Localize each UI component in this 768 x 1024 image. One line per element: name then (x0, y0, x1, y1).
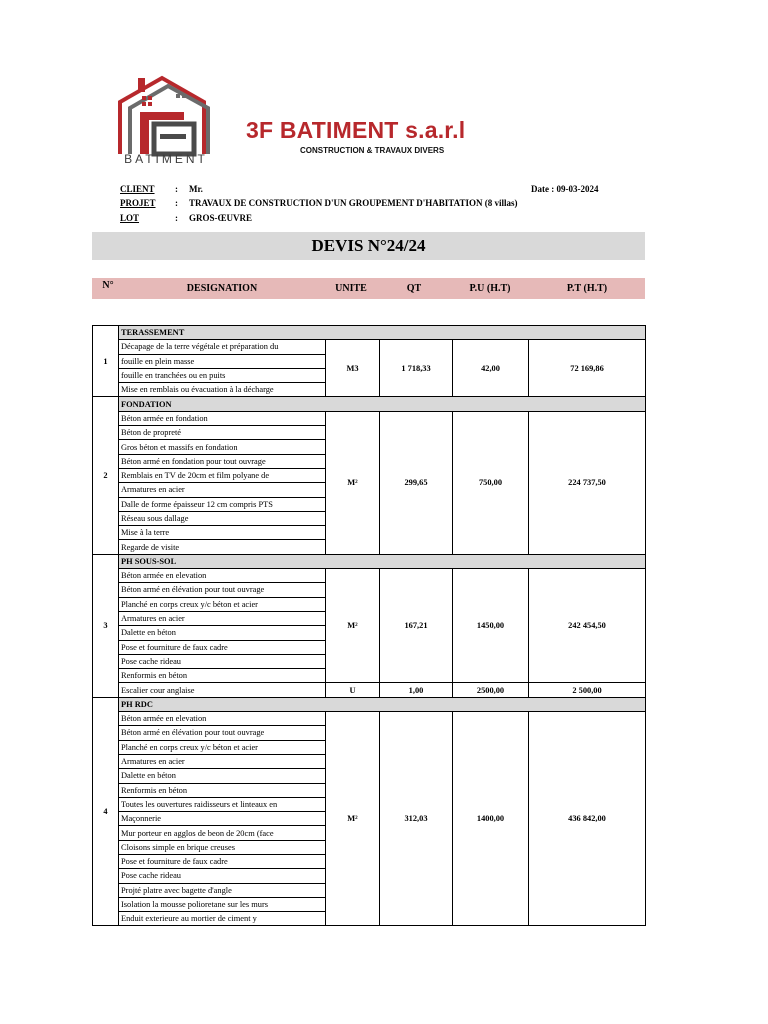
item-designation: Mise en remblais ou évacuation à la décharge (119, 383, 326, 397)
header-unite: UNITE (335, 283, 367, 294)
item-designation: Planché en corps creux y/c béton et acier (119, 597, 326, 611)
item-pt: 436 842,00 (529, 712, 646, 926)
header-num: N° (102, 280, 114, 291)
lot-row (120, 213, 139, 223)
item-designation: Isolation la mousse polioretane sur les murs (119, 897, 326, 911)
item-unite: M3 (326, 340, 380, 397)
item-designation: Toutes les ouvertures raidisseurs et linteaux en (119, 797, 326, 811)
header-designation: DESIGNATION (186, 283, 258, 294)
item-designation: Regarde de visite (119, 540, 326, 554)
item-designation: Armatures en acier (119, 754, 326, 768)
item-pu: 750,00 (453, 411, 529, 554)
client-value: Mr. (189, 184, 203, 194)
devis-table-body (93, 326, 646, 926)
item-pu: 2500,00 (453, 683, 529, 697)
devis-title: DEVIS N°24/24 (311, 236, 426, 255)
devis-title-band (92, 232, 645, 260)
lot-separator: : (175, 213, 178, 223)
item-designation: Pose cache rideau (119, 654, 326, 668)
item-designation: Dalette en béton (119, 769, 326, 783)
item-designation: Béton de propreté (119, 426, 326, 440)
item-pt: 72 169,86 (529, 340, 646, 397)
item-designation: Projté platre avec bagette d'angle (119, 883, 326, 897)
item-unite: M² (326, 411, 380, 554)
item-designation: Renformis en béton (119, 669, 326, 683)
section-title: PH SOUS-SOL (119, 554, 646, 568)
section-header-row (93, 326, 646, 340)
section-header-row (93, 697, 646, 711)
item-designation: Béton armé en élévation pour tout ouvrage (119, 583, 326, 597)
item-designation: Béton armé en élévation pour tout ouvrage (119, 726, 326, 740)
item-designation: Maçonnerie (119, 812, 326, 826)
projet-label: PROJET (120, 198, 156, 208)
item-designation: Béton armée en elevation (119, 569, 326, 583)
item-designation: Béton armé en fondation pour tout ouvrage (119, 454, 326, 468)
header-pu: P.U (H.T) (469, 283, 511, 294)
client-separator: : (175, 184, 178, 194)
table-header (92, 278, 645, 299)
item-designation: Pose cache rideau (119, 869, 326, 883)
item-designation: Escalier cour anglaise (119, 683, 326, 697)
item-designation: Renformis en béton (119, 783, 326, 797)
item-pu: 1450,00 (453, 569, 529, 683)
item-qt: 312,03 (380, 712, 453, 926)
section-number: 3 (93, 554, 119, 697)
logo-caption: BATIMENT (124, 152, 208, 166)
section-title: TERASSEMENT (119, 326, 646, 340)
item-designation: Pose et fourniture de faux cadre (119, 640, 326, 654)
item-qt: 1 718,33 (380, 340, 453, 397)
devis-table (92, 325, 646, 926)
item-pu: 42,00 (453, 340, 529, 397)
item-designation: Béton armée en elevation (119, 712, 326, 726)
item-designation: Pose et fourniture de faux cadre (119, 854, 326, 868)
item-designation: Mise à la terre (119, 526, 326, 540)
item-pu: 1400,00 (453, 712, 529, 926)
table-row (93, 569, 646, 583)
section-title: PH RDC (119, 697, 646, 711)
client-row (120, 184, 155, 194)
item-unite: U (326, 683, 380, 697)
item-designation: Dalette en béton (119, 626, 326, 640)
item-designation: Dalle de forme épaisseur 12 cm compris PTS (119, 497, 326, 511)
item-designation: fouille en plein masse (119, 354, 326, 368)
item-designation: Enduit exterieure au mortier de ciment y (119, 912, 326, 926)
item-qt: 299,65 (380, 411, 453, 554)
lot-label: LOT (120, 213, 140, 223)
item-designation: fouille en tranchées ou en puits (119, 368, 326, 382)
item-designation: Gros béton et massifs en fondation (119, 440, 326, 454)
section-header-row (93, 397, 646, 411)
projet-separator: : (175, 198, 178, 208)
item-designation: Mur porteur en agglos de beon de 20cm (face (119, 826, 326, 840)
company-subtitle: CONSTRUCTION & TRAVAUX DIVERS (300, 146, 445, 155)
item-designation: Béton armée en fondation (119, 411, 326, 425)
section-number: 1 (93, 326, 119, 397)
table-row (93, 712, 646, 726)
projet-row (120, 198, 156, 208)
section-number: 2 (93, 397, 119, 554)
table-row (93, 411, 646, 425)
item-designation: Réseau sous dallage (119, 511, 326, 525)
item-designation: Cloisons simple en brique creuses (119, 840, 326, 854)
header-qt: QT (406, 283, 422, 294)
item-unite: M² (326, 569, 380, 683)
item-qt: 167,21 (380, 569, 453, 683)
table-row (93, 683, 646, 697)
projet-value: TRAVAUX DE CONSTRUCTION D'UN GROUPEMENT D'HABITATION (8 villas) (189, 198, 518, 208)
item-designation: Planché en corps creux y/c béton et acier (119, 740, 326, 754)
section-number: 4 (93, 697, 119, 926)
item-unite: M² (326, 712, 380, 926)
header-pt: P.T (H.T) (566, 283, 608, 294)
lot-value: GROS-ŒUVRE (189, 213, 253, 223)
item-designation: Décapage de la terre végétale et préparation du (119, 340, 326, 354)
date: Date : 09-03-2024 (531, 184, 599, 194)
table-row (93, 340, 646, 354)
item-designation: Armatures en acier (119, 483, 326, 497)
section-header-row (93, 554, 646, 568)
item-designation: Remblais en TV de 20cm et film polyane de (119, 468, 326, 482)
item-pt: 2 500,00 (529, 683, 646, 697)
item-pt: 224 737,50 (529, 411, 646, 554)
item-qt: 1,00 (380, 683, 453, 697)
item-designation: Armatures en acier (119, 611, 326, 625)
client-label: CLIENT (120, 184, 155, 194)
item-pt: 242 454,50 (529, 569, 646, 683)
company-name: 3F BATIMENT s.a.r.l (246, 117, 466, 143)
section-title: FONDATION (119, 397, 646, 411)
